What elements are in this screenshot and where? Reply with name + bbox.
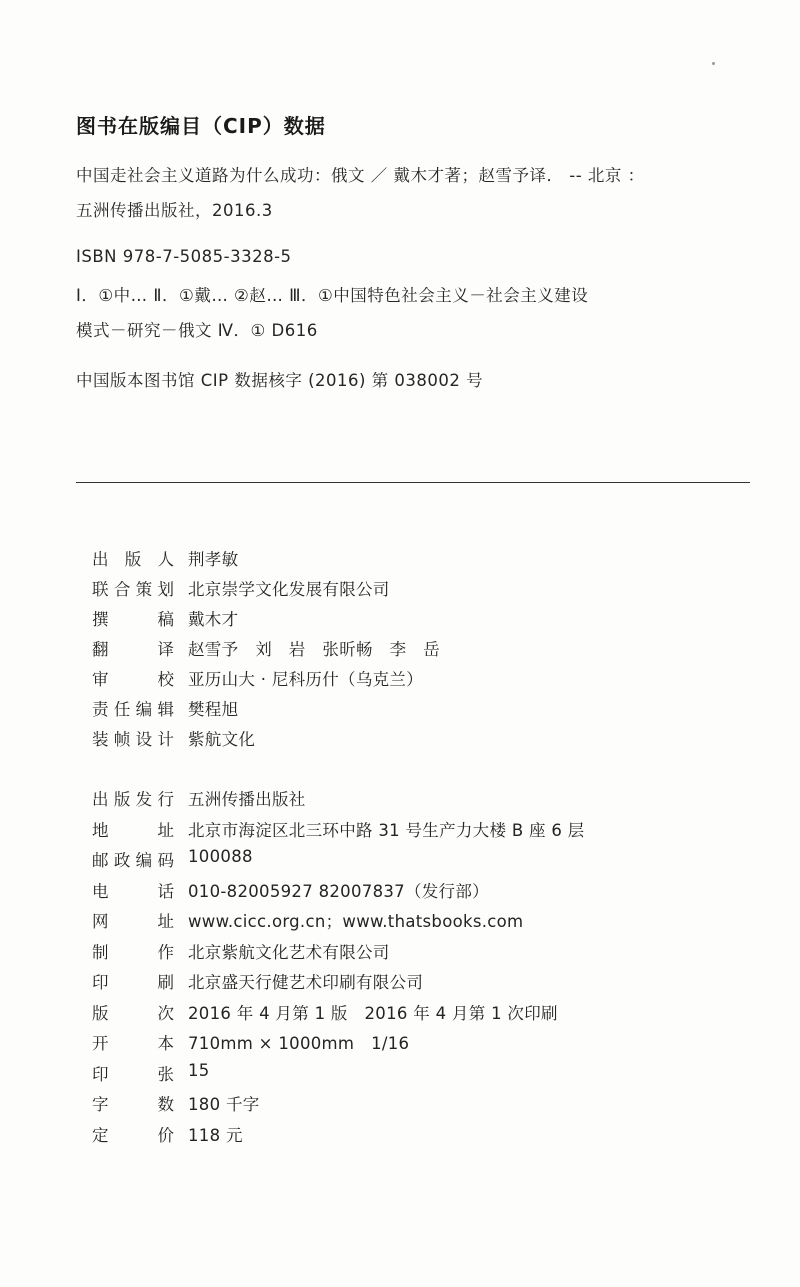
publishing-row	[92, 939, 772, 965]
field-value: www.cicc.org.cn；www.thatsbooks.com	[188, 912, 524, 931]
field-label-char: 版	[92, 1003, 109, 1023]
field-label-char: 责	[92, 700, 109, 719]
field-value: 北京紫航文化艺术有限公司	[188, 942, 390, 962]
field-label-char: 政	[113, 851, 131, 870]
field-label-char: 印	[92, 973, 109, 992]
field-value: 亚历山大 · 尼科历什（乌克兰）	[188, 670, 424, 689]
field-value: 赵雪予 刘 岩 张昕畅 李 岳	[188, 640, 440, 659]
field-label	[92, 908, 174, 932]
field-label-char: 刷	[157, 973, 174, 992]
field-label-char: 码	[157, 851, 174, 870]
credits-row	[92, 576, 772, 602]
publishing-row	[92, 1061, 772, 1087]
classification-line-1: Ⅰ．①中… Ⅱ．①戴… ②赵… Ⅲ．①中国特色社会主义－社会主义建设	[76, 286, 589, 305]
field-label-char: 审	[92, 670, 109, 689]
field-label-char: 电	[92, 881, 109, 901]
field-label-char: 版	[113, 790, 131, 809]
field-label-char: 辑	[157, 700, 174, 719]
credits-row	[92, 546, 772, 572]
field-label-char: 定	[92, 1125, 109, 1145]
field-label-char: 设	[135, 730, 153, 749]
field-label	[92, 606, 174, 630]
field-label-char: 译	[157, 640, 174, 659]
field-value: 100088	[188, 847, 253, 866]
field-label-char: 邮	[92, 851, 109, 870]
field-label	[92, 817, 174, 841]
cip-entry-line-1: 中国走社会主义道路为什么成功：俄文 ／ 戴木才著；赵雪予译． -- 北京 ：	[76, 166, 645, 185]
field-label	[92, 666, 174, 690]
field-label	[92, 696, 174, 720]
field-value: 北京崇学文化发展有限公司	[188, 580, 390, 599]
speck	[712, 62, 715, 65]
field-value: 樊程旭	[188, 700, 239, 719]
field-label-char: 本	[157, 1034, 174, 1053]
field-value: 荆孝敏	[188, 550, 239, 569]
field-label-char: 翻	[92, 640, 109, 659]
field-label	[92, 939, 174, 963]
field-label	[92, 636, 174, 660]
field-label	[92, 878, 174, 902]
field-value: 180 千字	[188, 1095, 260, 1114]
field-label-char: 校	[157, 670, 174, 689]
field-label-char: 稿	[157, 610, 174, 629]
cip-title: 图书在版编目（CIP）数据	[76, 114, 326, 138]
cip-number: 中国版本图书馆 CIP 数据核字 (2016) 第 038002 号	[76, 371, 484, 390]
publishing-row	[92, 786, 772, 812]
field-label-char: 价	[157, 1125, 174, 1145]
field-label-char: 制	[92, 942, 109, 962]
credits-row	[92, 636, 772, 662]
cip-entry-line-2: 五洲传播出版社，2016.3	[76, 201, 273, 220]
field-label-char: 次	[157, 1003, 174, 1023]
field-label-char: 址	[157, 820, 174, 840]
field-label	[92, 1061, 174, 1085]
publishing-row	[92, 817, 772, 843]
field-label	[92, 1091, 174, 1115]
field-label-char: 作	[157, 942, 174, 962]
publishing-row	[92, 1000, 772, 1026]
isbn: ISBN 978-7-5085-3328-5	[76, 247, 292, 266]
field-label-char: 任	[113, 700, 131, 719]
field-label-char: 印	[92, 1064, 109, 1084]
field-value: 010-82005927 82007837（发行部）	[188, 881, 489, 901]
field-label	[92, 1122, 174, 1146]
field-label-char: 编	[135, 700, 153, 719]
field-value: 紫航文化	[188, 730, 256, 749]
field-label	[92, 726, 174, 750]
field-label	[92, 1000, 174, 1024]
field-label	[92, 786, 174, 810]
publishing-row	[92, 1122, 772, 1148]
field-value: 710mm × 1000mm 1/16	[188, 1034, 410, 1053]
publishing-row	[92, 847, 772, 873]
field-value: 北京盛天行健艺术印刷有限公司	[188, 973, 424, 992]
publishing-row	[92, 1030, 772, 1056]
field-label-char: 网	[92, 912, 109, 931]
field-label-char: 话	[157, 881, 174, 901]
field-label-char: 计	[157, 730, 174, 749]
field-label-char: 帧	[113, 730, 131, 749]
field-label-char: 地	[92, 820, 109, 840]
credits-row	[92, 666, 772, 692]
field-label	[92, 969, 174, 993]
field-label	[92, 576, 174, 600]
field-label-char: 版	[124, 550, 142, 569]
field-value: 北京市海淀区北三环中路 31 号生产力大楼 B 座 6 层	[188, 820, 585, 840]
field-label-char: 字	[92, 1095, 109, 1114]
publishing-row	[92, 878, 772, 904]
field-value: 118 元	[188, 1125, 243, 1145]
field-value: 五洲传播出版社	[188, 790, 306, 809]
field-label-char: 编	[135, 851, 153, 870]
publishing-row	[92, 1091, 772, 1117]
field-label	[92, 847, 174, 871]
field-label-char: 人	[157, 550, 174, 569]
field-label-char: 撰	[92, 610, 109, 629]
field-label-char: 出	[92, 550, 109, 569]
field-label-char: 开	[92, 1034, 109, 1053]
field-label-char: 出	[92, 790, 109, 809]
classification-line-2: 模式－研究－俄文 Ⅳ．① D616	[76, 321, 318, 340]
field-value: 15	[188, 1060, 210, 1080]
field-label-char: 发	[135, 790, 153, 809]
credits-row	[92, 606, 772, 632]
field-label-char: 联	[92, 580, 109, 599]
field-label-char: 划	[157, 580, 174, 599]
field-value: 2016 年 4 月第 1 版 2016 年 4 月第 1 次印刷	[188, 1003, 558, 1023]
field-label-char: 装	[92, 730, 109, 749]
field-label-char: 合	[113, 580, 131, 599]
field-label-char: 行	[157, 790, 174, 809]
divider	[76, 482, 750, 483]
field-label-char: 策	[135, 580, 153, 599]
credits-row	[92, 726, 772, 752]
publishing-row	[92, 908, 772, 934]
field-label	[92, 546, 174, 570]
field-label	[92, 1030, 174, 1054]
field-label-char: 数	[157, 1095, 174, 1114]
field-value: 戴木才	[188, 610, 239, 629]
field-label-char: 张	[157, 1064, 174, 1084]
credits-row	[92, 696, 772, 722]
publishing-row	[92, 969, 772, 995]
field-label-char: 址	[157, 912, 174, 931]
